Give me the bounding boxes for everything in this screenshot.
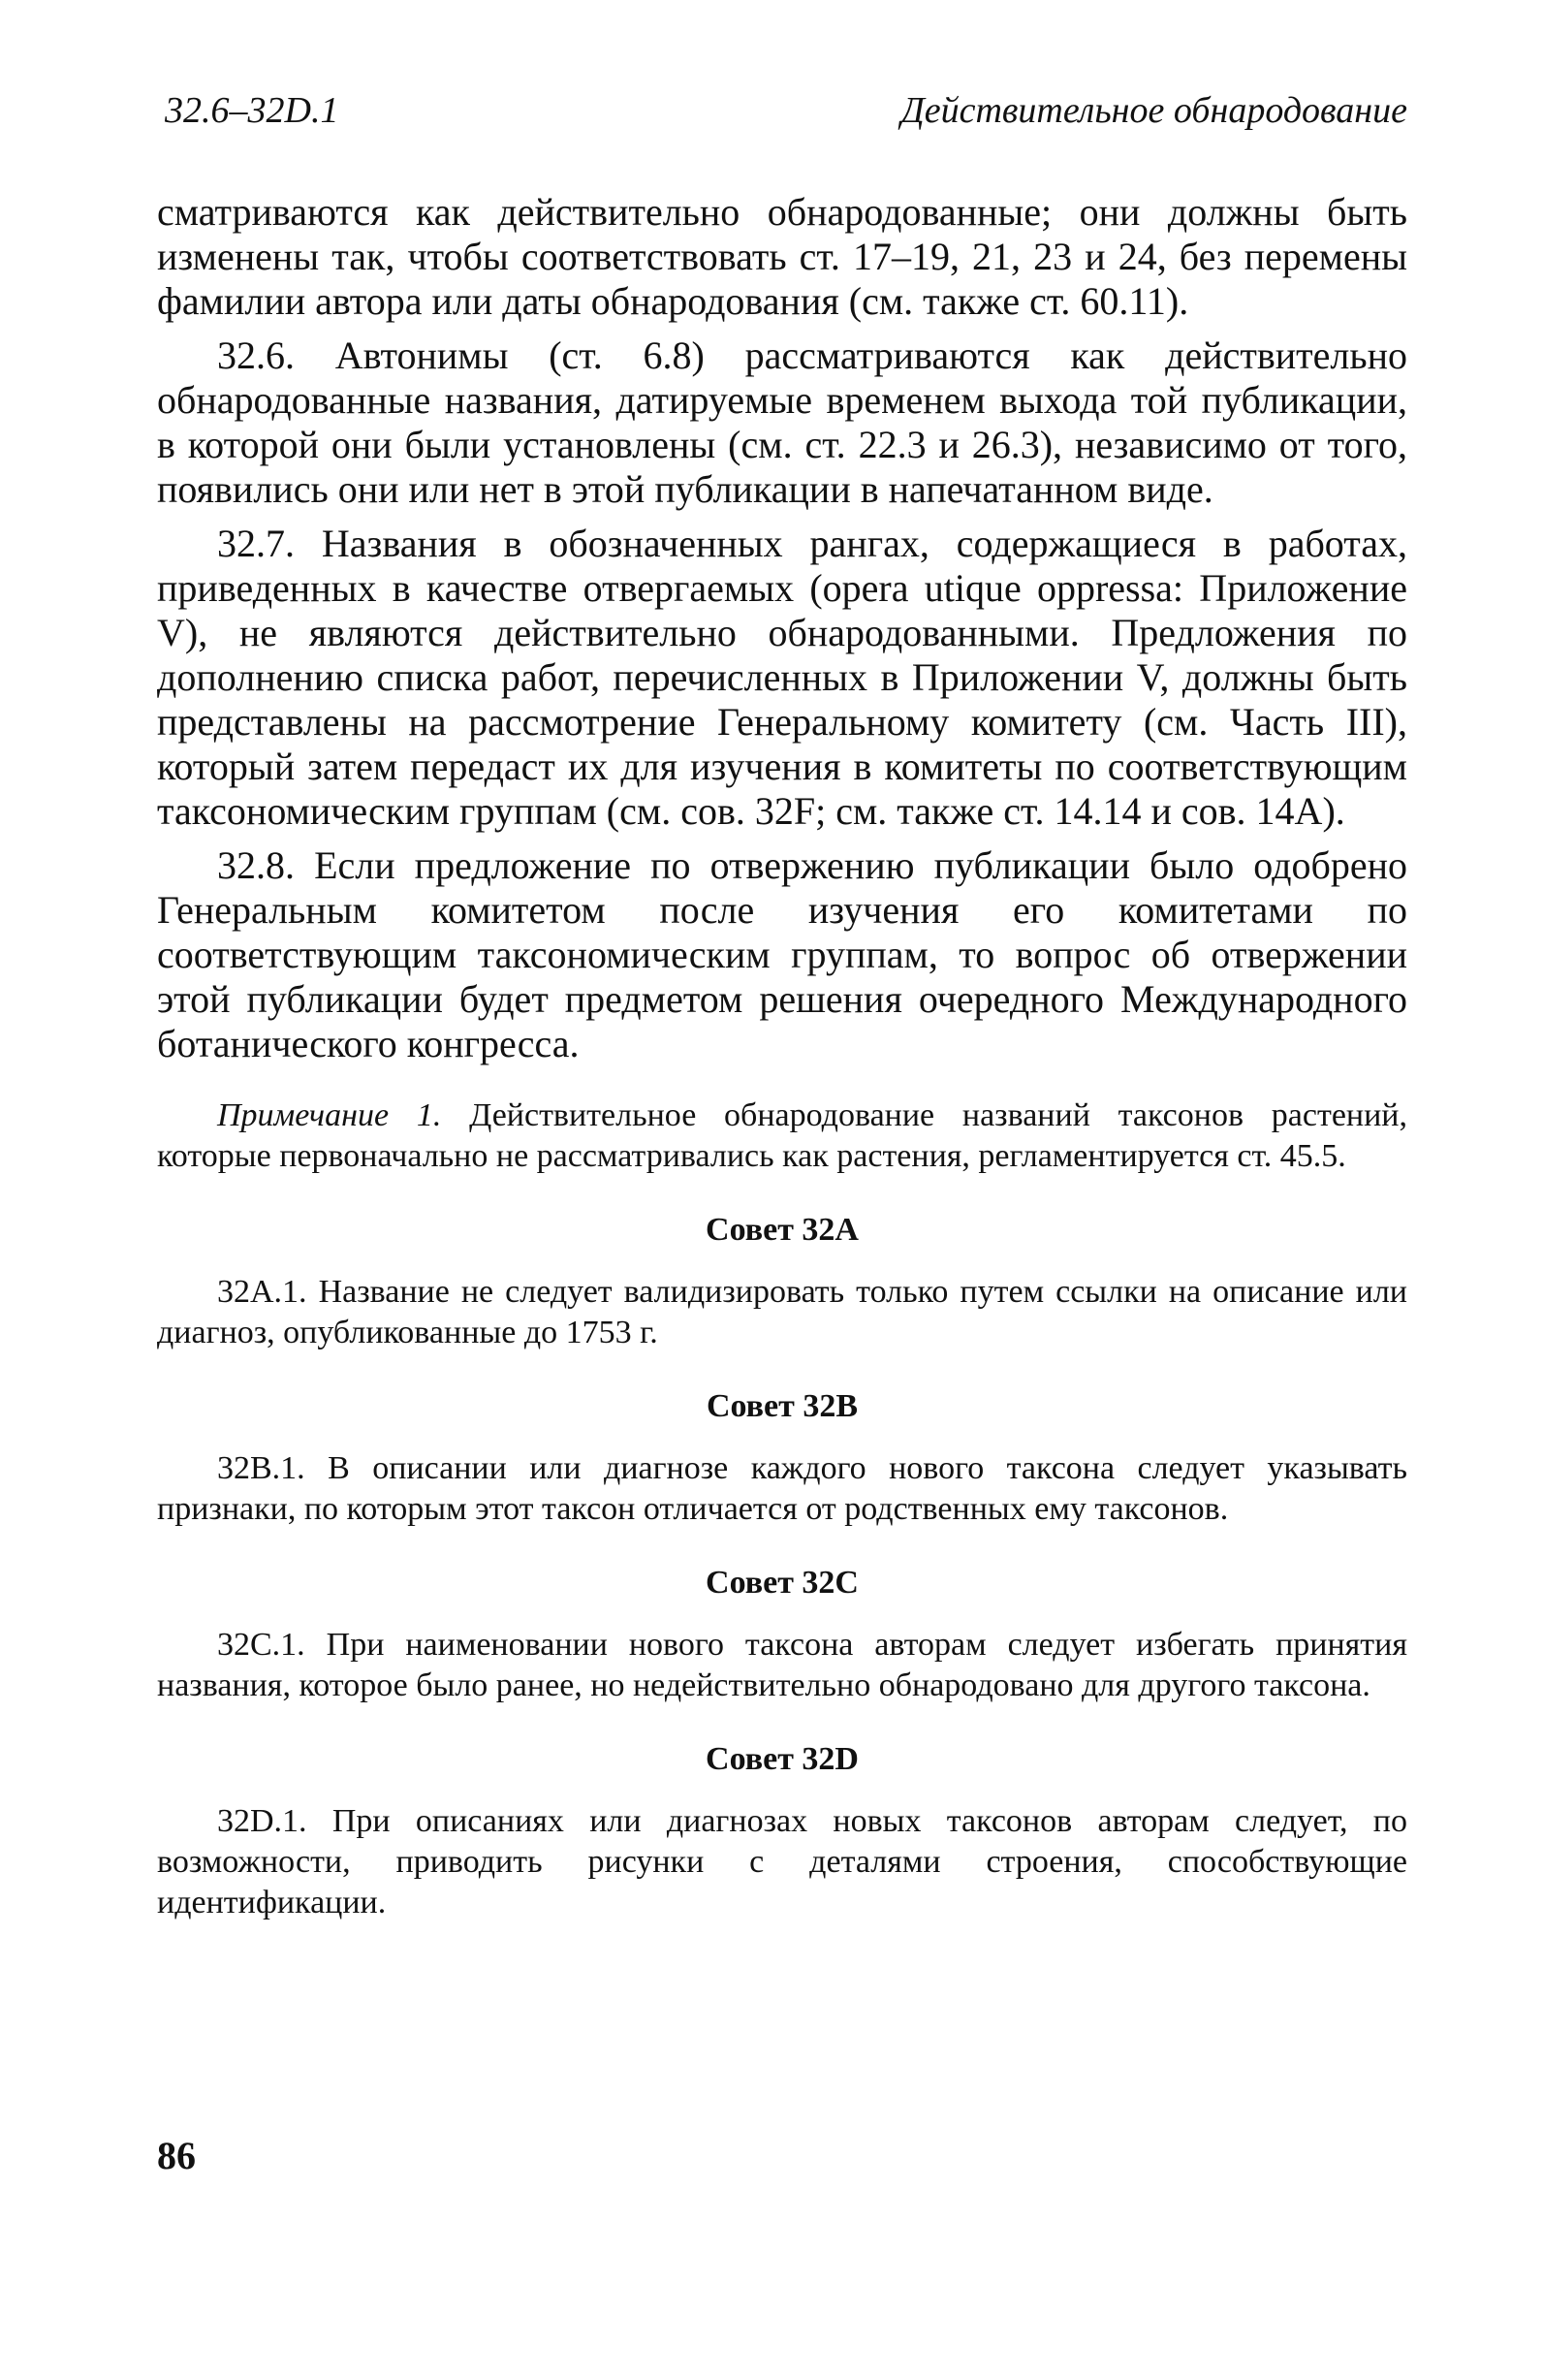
main-articles — [157, 190, 1407, 1066]
recommendation-title: Совет 32С — [706, 1565, 859, 1601]
body-text — [157, 190, 1407, 1923]
recommendation-32a — [157, 1210, 1407, 1353]
running-head — [157, 89, 1407, 147]
note-text: Действительное обнародование названий таксонов растений, которые первоначально не рассматривались как растения, регламентируется ст. 45.5. — [157, 1097, 1407, 1174]
recommendation-32c — [157, 1563, 1407, 1706]
recommendation-title: Совет 32D — [706, 1741, 859, 1777]
recommendation-text: 32D.1. При описаниях или диагнозах новых таксонов авторам следует, по возможности, приводить рисунки с деталями строения, способствующие идентификации. — [157, 1803, 1407, 1920]
paragraph-continuation: сматриваются как действительно обнародованные; они должны быть изменены так, чтобы соответствовать ст. 17–19, 21, 23 и 24, без перемены фамилии автора или даты обнародования (см. также ст. 60.11). — [157, 190, 1407, 323]
recommendation-title: Совет 32В — [706, 1388, 859, 1424]
recommendation-title: Совет 32А — [706, 1212, 859, 1248]
paragraph-32-7: 32.7. Названия в обозначенных рангах, содержащиеся в работах, приведенных в качестве отвергаемых (opera utique oppressa: Приложение V), не являются действительно обнародованными. Предложения по дополнению списка работ, перечисленных в Приложении V, должны быть представлены на рассмотрение Генеральному комитету (см. Часть III), который затем передаст их для изучения в комитеты по соответствующим таксономическим группам (см. сов. 32F; см. также ст. 14.14 и сов. 14А). — [157, 522, 1407, 833]
recommendation-text: 32С.1. При наименовании нового таксона авторам следует избегать принятия названия, которое было ранее, но недействительно обнародовано для другого таксона. — [157, 1627, 1407, 1703]
recommendation-text: 32А.1. Название не следует валидизировать только путем ссылки на описание или диагноз, опубликованные до 1753 г. — [157, 1274, 1407, 1350]
recommendation-32b — [157, 1386, 1407, 1530]
paragraph-32-8: 32.8. Если предложение по отвержению публикации было одобрено Генеральным комитетом после изучения его комитетами по соответствующим таксономическим группам, то вопрос об отвержении этой публикации будет предметом решения очередного Международного ботанического конгресса. — [157, 843, 1407, 1065]
note-1 — [157, 1095, 1407, 1177]
recommendation-32d — [157, 1739, 1407, 1923]
note-label: Примечание 1. — [217, 1097, 442, 1133]
running-head-section-range: 32.6–32D.1 — [165, 90, 339, 131]
page-number: 86 — [157, 2134, 196, 2177]
recommendation-text: 32В.1. В описании или диагнозе каждого нового таксона следует указывать признаки, по которым этот таксон отличается от родственных ему таксонов. — [157, 1450, 1407, 1527]
paragraph-32-6: 32.6. Автонимы (ст. 6.8) рассматриваются как действительно обнародованные названия, датируемые временем выхода той публикации, в которой они были установлены (см. ст. 22.3 и 26.3), независимо от того, появились они или нет в этой публикации в напечатанном виде. — [157, 333, 1407, 511]
running-head-chapter-title: Действительное обнародование — [900, 90, 1407, 131]
